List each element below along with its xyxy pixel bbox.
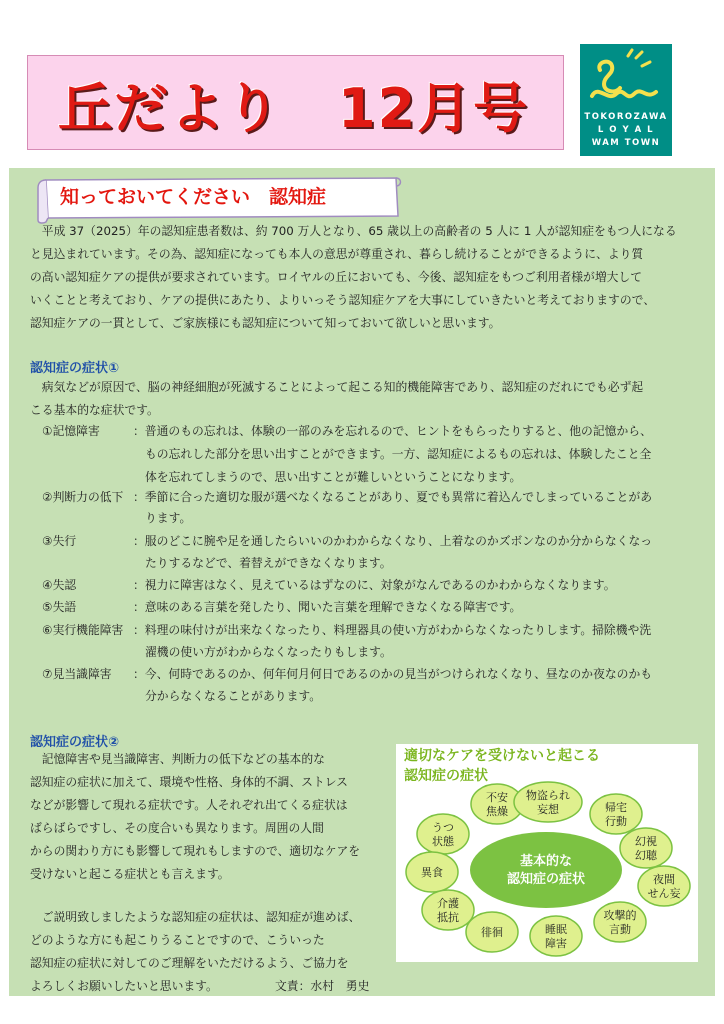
diagram-node-label: せん妄: [647, 887, 681, 900]
banner-label: 知っておいてください 認知症: [60, 186, 327, 208]
logo-mark-icon: [586, 48, 666, 108]
section2-line: などが影響して現れる症状です。人それぞれ出てくる症状は: [30, 798, 348, 812]
symptom-desc: 分からなくなることがあります。: [145, 689, 322, 703]
symptom-desc: ：意味のある言葉を発したり、聞いた言葉を理解できなくなる障害です。: [133, 600, 522, 614]
section1-heading: 認知症の症状①: [30, 361, 120, 376]
diagram-node: [594, 902, 646, 942]
symptom-label: ②判断力の低下: [42, 490, 124, 504]
symptom-desc: たりするなどで、着替えができなくなります。: [145, 556, 392, 570]
newsletter-title: 丘だより 12月号: [58, 77, 530, 140]
logo-line-3: WAM TOWN: [591, 138, 661, 148]
symptom-label: ③失行: [42, 534, 77, 548]
diagram-node-label: 状態: [432, 835, 454, 848]
diagram-node-label: 妄想: [537, 803, 559, 816]
diagram-node-label: 介護: [437, 897, 459, 910]
symptom-desc: ：視力に障害はなく、見えているはずなのに、対象がなんであるのかわからなくなります。: [133, 578, 616, 592]
intro-line: と見込まれています。その為、認知症になっても本人の意思が尊重され、暮らし続けることができるように、より質: [30, 247, 644, 261]
section2-line: 認知症の症状に加えて、環境や性格、身体的不調、ストレス: [30, 775, 348, 789]
diagram-node: [422, 890, 474, 930]
symptom-label: ⑦見当識障害: [42, 667, 112, 681]
diagram-node: [417, 814, 469, 854]
diagram-node-label: 抵抗: [437, 911, 459, 924]
section2-line: 認知症の症状に対してのご理解をいただけるよう、ご協力を: [30, 956, 349, 970]
diagram-node-label: 物盗られ: [526, 789, 570, 802]
symptom-label: ①記憶障害: [42, 424, 100, 438]
diagram-center-label: 基本的な: [519, 854, 573, 869]
symptom-desc: 体を忘れてしまうので、思い出すことが難しいということになります。: [145, 470, 522, 484]
symptom-label: ⑤失語: [42, 600, 77, 614]
diagram-node-label: 帰宅: [605, 801, 627, 814]
symptom-diagram: [396, 744, 698, 962]
section-banner: [36, 172, 403, 224]
intro-line: の高い認知症ケアの提供が要求されています。ロイヤルの丘においても、今後、認知症をもつご利用者様が増大して: [30, 270, 643, 284]
diagram-title: 認知症の症状: [404, 768, 488, 784]
section2-line: ばらばらですし、その度合いも異なります。周囲の人間: [30, 821, 324, 835]
diagram-node-label: 障害: [545, 937, 567, 950]
diagram-node-label: 焦燥: [486, 805, 508, 818]
symptom-label: ⑥実行機能障害: [42, 623, 124, 637]
newsletter-title-box: [27, 55, 564, 150]
diagram-node: [530, 916, 582, 956]
diagram-node-label: 幻聴: [635, 849, 657, 862]
diagram-center-label: 認知症の症状: [506, 872, 586, 887]
section2-heading: 認知症の症状②: [30, 735, 120, 750]
intro-line: 平成 37（2025）年の認知症患者数は、約 700 万人となり、65 歳以上の高齢者の 5 人に 1 人が認知症をもつ人になる: [30, 224, 677, 238]
section2-line: よろしくお願いしたいと思います。: [30, 979, 218, 993]
section2-line: どのような方にも起こりうることですので、こういった: [30, 933, 325, 947]
diagram-node-label: 不安: [486, 791, 508, 804]
intro-line: 認知症ケアの一貫として、ご家族様にも認知症について知っておいて欲しいと思います。: [30, 316, 501, 330]
logo: [580, 44, 672, 156]
diagram-node: [620, 828, 672, 868]
section2-line: 受けないと起こる症状とも言えます。: [30, 867, 230, 881]
diagram-node: [514, 782, 582, 822]
intro-line: いくことと考えており、ケアの提供にあたり、よりいっそう認知症ケアを大事にしていきたいと考えておりますので、: [30, 293, 656, 307]
symptom-desc: 濯機の使い方がわからなくなったりもします。: [145, 645, 392, 659]
logo-line-2: L O Y A L: [597, 125, 655, 135]
symptom-desc: ：季節に合った適切な服が選べなくなることがあり、夏でも異常に着込んでしまっていることがあ: [133, 490, 653, 504]
diagram-node-label: 幻視: [635, 835, 657, 848]
symptom-desc: ：今、何時であるのか、何年何月何日であるのかの見当がつけられなくなり、昼なのか夜なのかも: [133, 667, 653, 681]
diagram-title: 適切なケアを受けないと起こる: [404, 748, 600, 764]
logo-line-1: TOKOROZAWA: [584, 112, 668, 122]
symptom-desc: もの忘れした部分を思い出すことができます。一方、認知症によるもの忘れは、体験したこと全: [145, 447, 652, 461]
section2-line: 記憶障害や見当識障害、判断力の低下などの基本的な: [30, 752, 325, 766]
diagram-node: [590, 794, 642, 834]
symptom-desc: ：普通のもの忘れは、体験の一部のみを忘れるので、ヒントをもらったりすると、他の記憶から、: [133, 424, 652, 438]
author-credit: 文責：水村 勇史: [275, 979, 370, 993]
diagram-node-label: 異食: [421, 866, 443, 879]
diagram-node-label: 言動: [609, 923, 631, 936]
symptom-desc: ：料理の味付けが出来なくなったり、料理器具の使い方がわからなくなったりします。掃除機や洗: [133, 623, 652, 637]
section1-intro-line: 病気などが原因で、脳の神経細胞が死滅することによって起こる知的機能障害であり、認知症のだれにでも必ず起: [30, 380, 644, 394]
diagram-node-label: 睡眠: [545, 923, 567, 936]
symptom-label: ④失認: [42, 578, 77, 592]
symptom-diagram-svg: [396, 744, 698, 962]
symptom-desc: ：服のどこに腕や足を通したらいいのかわからなくなり、上着なのかズボンなのか分からなくなっ: [133, 534, 653, 548]
section2-line: ご説明致しましたような認知症の症状は、認知症が進めば、: [30, 910, 361, 924]
diagram-node-label: うつ: [432, 821, 454, 834]
diagram-center-ellipse: [470, 832, 622, 908]
diagram-node-label: 攻撃的: [603, 909, 637, 922]
symptom-desc: ります。: [145, 511, 192, 525]
section2-line: からの関わり方にも影響して現れもしますので、適切なケアを: [30, 844, 361, 858]
section1-intro-line: こる基本的な症状です。: [30, 403, 159, 417]
diagram-node-label: 行動: [605, 815, 627, 828]
diagram-node-label: 夜間: [653, 873, 675, 886]
diagram-node-label: 徘徊: [481, 926, 503, 939]
diagram-node: [638, 866, 690, 906]
